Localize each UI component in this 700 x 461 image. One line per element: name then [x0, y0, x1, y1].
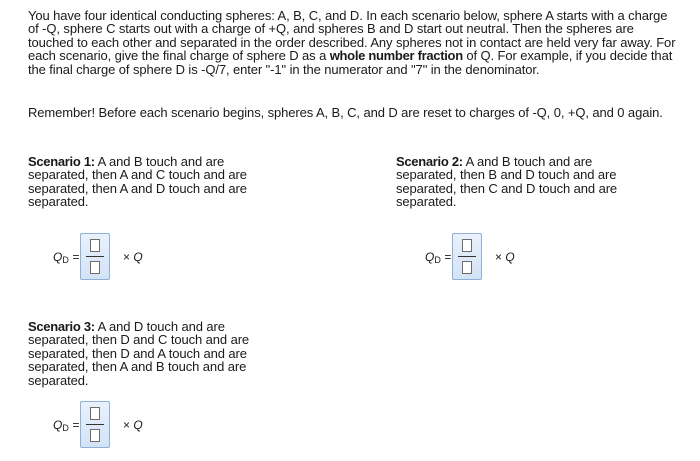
equals-sign: = — [444, 250, 452, 264]
scenario-3-description — [28, 320, 278, 387]
scenario-1-fraction-input[interactable] — [80, 233, 110, 280]
fraction-bar — [86, 256, 104, 257]
q-subscript: D — [434, 255, 441, 265]
scenario-2-description — [396, 155, 646, 209]
scenario-3-times-q — [123, 418, 143, 432]
scenario-2-text: A and B touch and are separated, then B and D touch and are separated, then C and D touch and are separated. — [396, 154, 618, 210]
scenario-2-denominator-input[interactable] — [462, 261, 472, 274]
scenario-1-qd-label — [53, 250, 79, 265]
scenario-2-qd-label — [425, 250, 451, 265]
times-sign: × — [495, 250, 503, 264]
scenario-1-title: Scenario 1: — [28, 154, 95, 169]
scenario-1-text: A and B touch and are separated, then A and C touch and are separated, then A and D touch and are separated. — [28, 154, 247, 210]
instructions-paragraph — [28, 9, 678, 76]
scenario-2-times-q — [495, 250, 515, 264]
scenario-1-times-q — [123, 250, 143, 264]
scenario-2-fraction-input[interactable] — [452, 233, 482, 280]
instructions-bold-text: whole number fraction — [329, 48, 463, 64]
q-subscript: D — [62, 255, 69, 265]
scenario-3-qd-label — [53, 418, 79, 433]
scenario-1-denominator-input[interactable] — [90, 261, 100, 274]
scenario-3-denominator-input[interactable] — [90, 429, 100, 442]
equals-sign: = — [72, 418, 80, 432]
instructions-text-1: You have four identical conducting spheres: A, B, C, and D. In each scenario below, sphere A starts with a charge of -Q, sphere C starts out with a charge of +Q, and spheres B and D start out neutral. Then the spheres are touched to each other and separated in the order described. Any spheres not in contact are held very far away. For each scenario, give the final charge of sphere D as a — [28, 8, 676, 64]
q-symbol: Q — [425, 250, 435, 264]
scenario-3-text: A and D touch and are separated, then D and C touch and are separated, then D and A touch and are separated, then A and B touch and are separated. — [28, 319, 250, 388]
scenario-1-description — [28, 155, 278, 209]
instructions-text-2: of Q. For example, if you decide that the final charge of sphere D is -Q/7, enter "-1" in the numerator and "7" in the denominator. — [28, 48, 673, 77]
q-symbol: Q — [53, 418, 63, 432]
q-unit: Q — [133, 250, 143, 264]
scenario-1-numerator-input[interactable] — [90, 239, 100, 252]
scenario-3-fraction-input[interactable] — [80, 401, 110, 448]
fraction-bar — [86, 424, 104, 425]
scenario-3-title: Scenario 3: — [28, 319, 95, 334]
q-unit: Q — [505, 250, 515, 264]
q-unit: Q — [133, 418, 143, 432]
times-sign: × — [123, 418, 131, 432]
scenario-3-numerator-input[interactable] — [90, 407, 100, 420]
scenario-2-numerator-input[interactable] — [462, 239, 472, 252]
q-subscript: D — [62, 423, 69, 433]
equals-sign: = — [72, 250, 80, 264]
scenario-2-title: Scenario 2: — [396, 154, 463, 169]
fraction-bar — [458, 256, 476, 257]
reminder-paragraph: Remember! Before each scenario begins, spheres A, B, C, and D are reset to charges of -Q, 0, +Q, and 0 again. — [28, 105, 663, 120]
times-sign: × — [123, 250, 131, 264]
q-symbol: Q — [53, 250, 63, 264]
